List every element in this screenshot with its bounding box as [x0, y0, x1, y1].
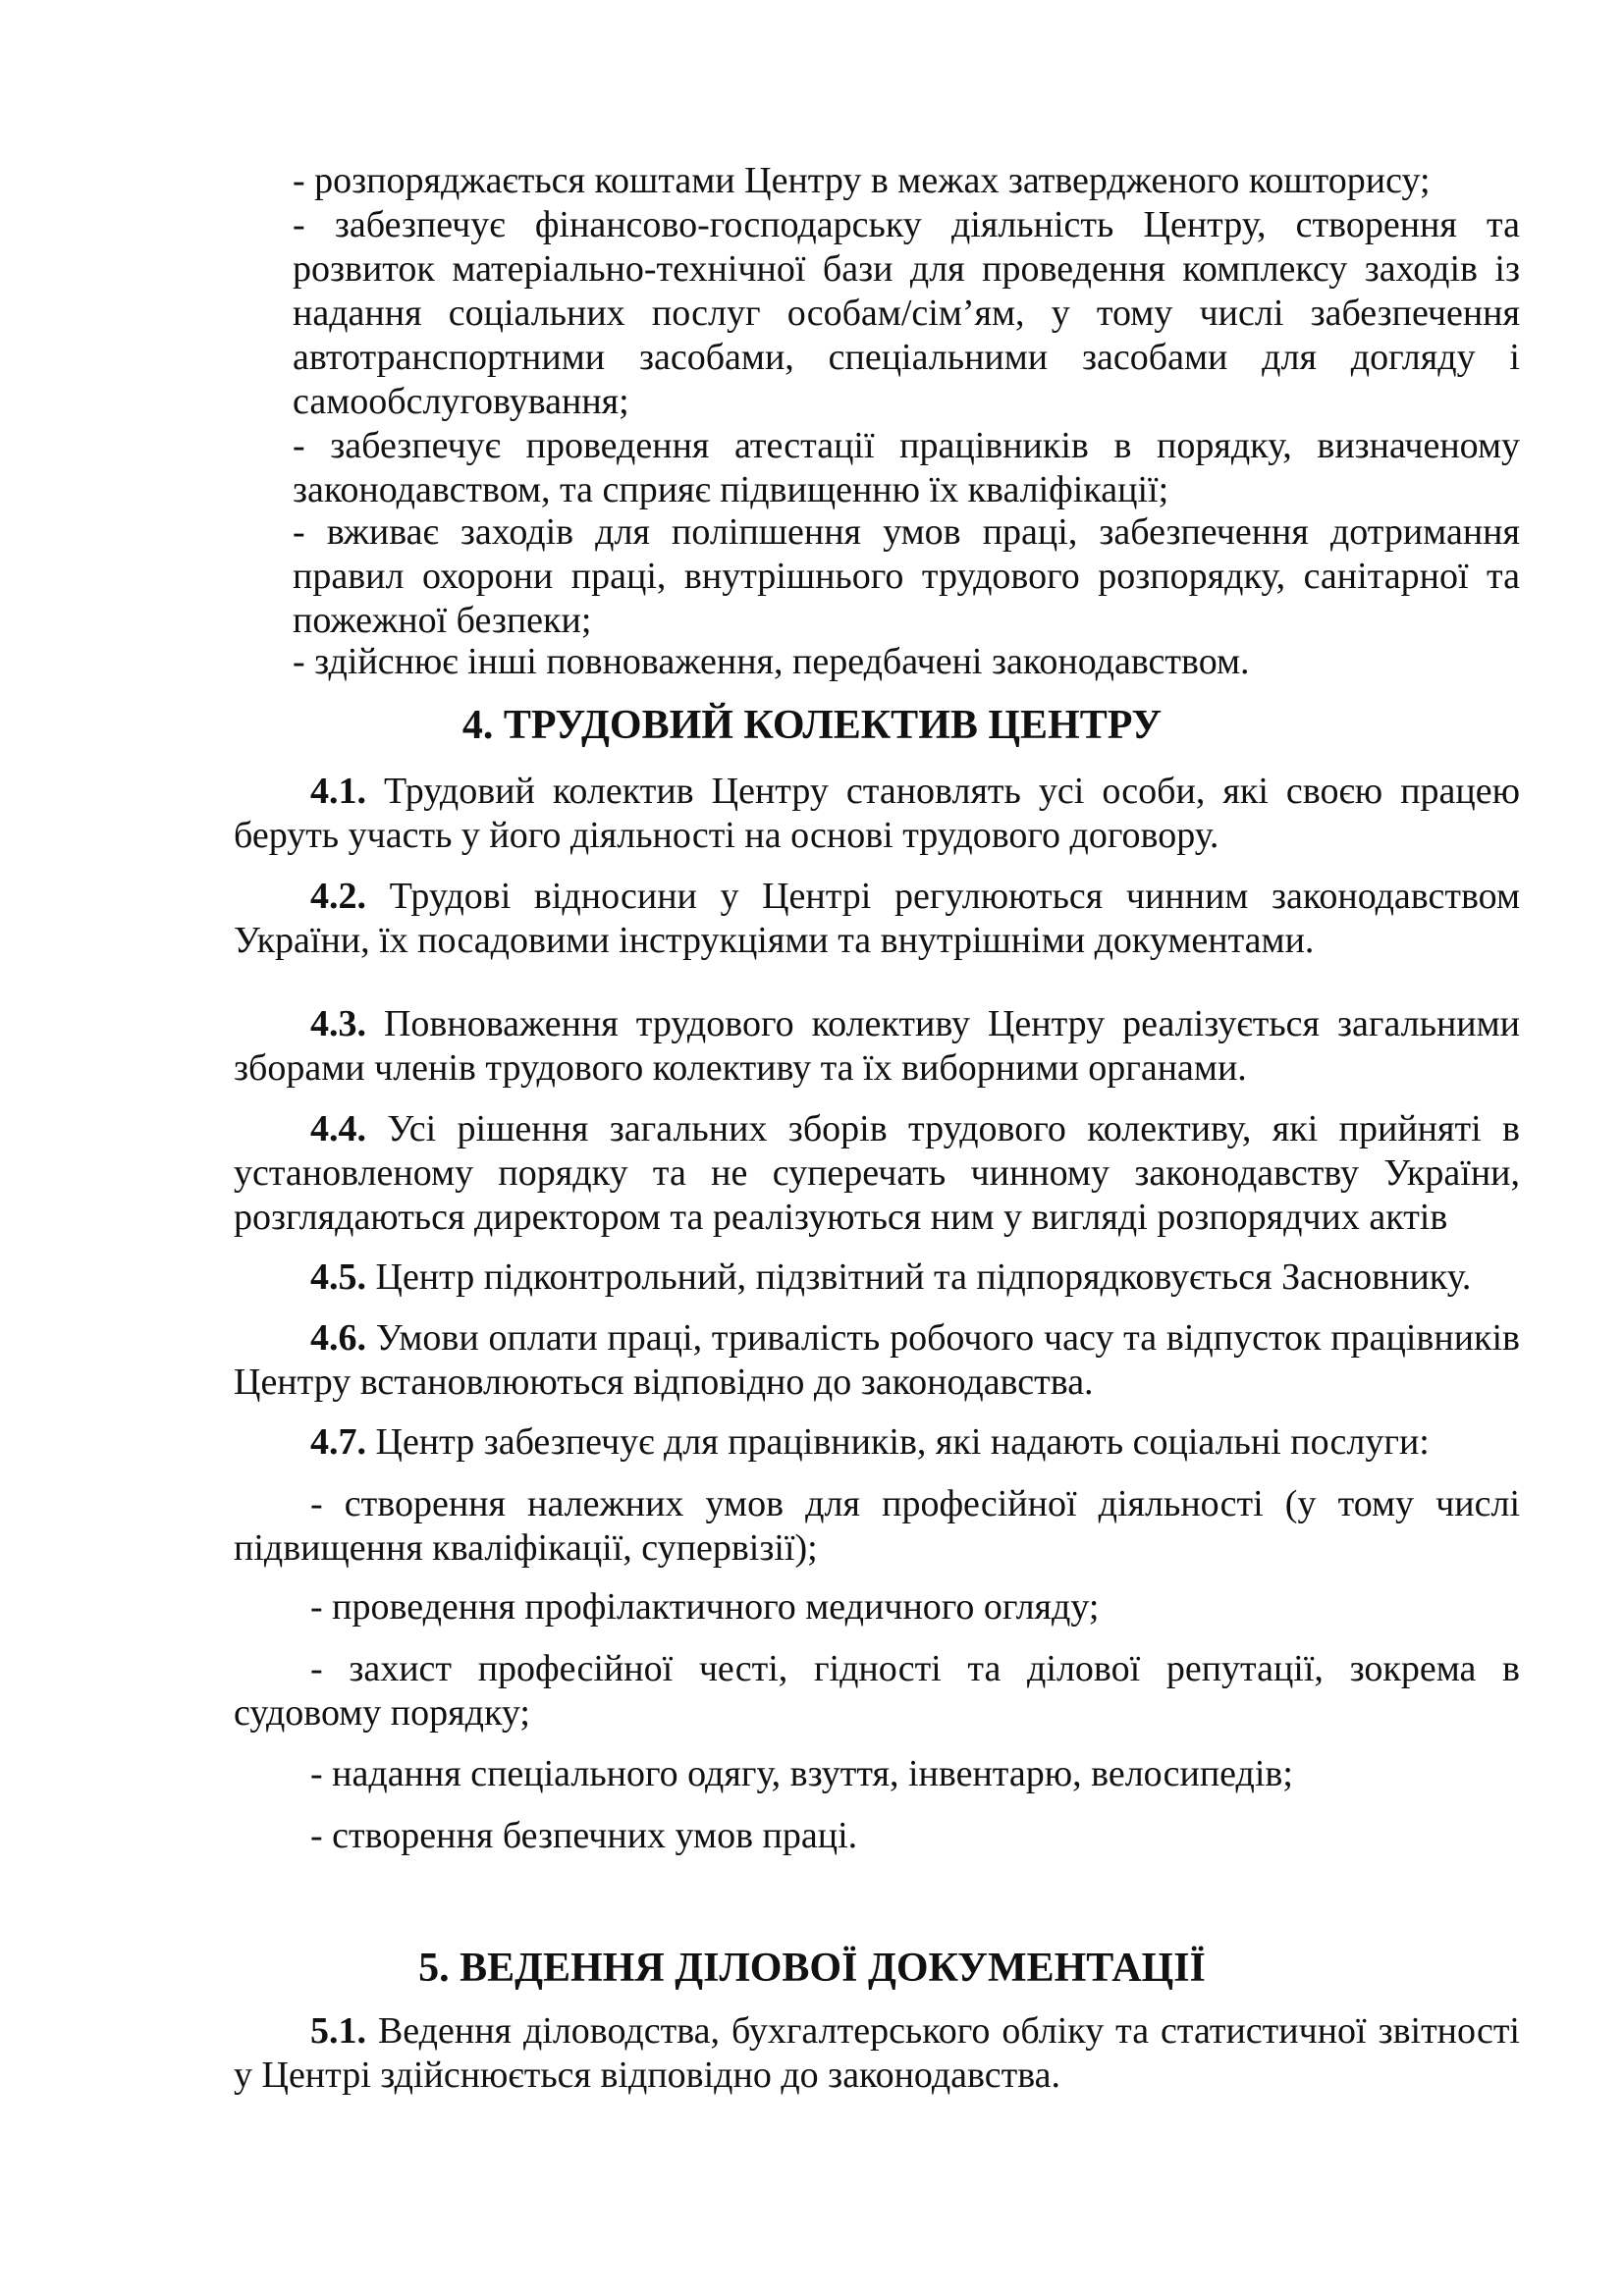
clause-text: Усі рішення загальних зборів трудового колективу, які прийняті в установленому порядку та не суперечать чинному законодавству України, розглядаються директором та реалізуються ним у вигляді розпорядчих актів [234, 1108, 1520, 1238]
list-item: - створення безпечних умов праці. [310, 1815, 858, 1856]
clause-number: 4.7. [310, 1421, 366, 1463]
paragraph-4-2 [234, 875, 1520, 963]
list-item: - надання спеціального одягу, взуття, інвентарю, велосипедів; [310, 1753, 1293, 1794]
clause-number: 5.1. [310, 2010, 366, 2052]
paragraph-4-3 [234, 1002, 1520, 1091]
clause-number: 4.1. [310, 771, 366, 812]
list-item: - здійснює інші повноваження, передбачені законодавством. [293, 641, 1250, 682]
clause-text: Трудові відносини у Центрі регулюються чинним законодавством України, їх посадовими інструкціями та внутрішніми документами. [234, 876, 1520, 961]
clause-text: Ведення діловодства, бухгалтерського обліку та статистичної звітності у Центрі здійснюється відповідно до законодавства. [234, 2010, 1520, 2096]
list-item: - забезпечує проведення атестації працівників в порядку, визначеному законодавством, та сприяє підвищенню їх кваліфікації; [293, 425, 1520, 510]
paragraph-4-7 [234, 1420, 1520, 1465]
paragraph-4-6 [234, 1316, 1520, 1405]
clause-number: 4.2. [310, 876, 366, 917]
section-4-heading: 4. ТРУДОВИЙ КОЛЕКТИВ ЦЕНТРУ [461, 703, 1163, 748]
clause-text: Трудовий колектив Центру становлять усі особи, які своєю працею беруть участь у його діяльності на основі трудового договору. [234, 771, 1520, 856]
clause-number: 4.4. [310, 1108, 366, 1149]
clause-text: Умови оплати праці, тривалість робочого часу та відпусток працівників Центру встановлюються відповідно до законодавства. [234, 1317, 1520, 1403]
section-5-heading: 5. ВЕДЕННЯ ДІЛОВОЇ ДОКУМЕНТАЦІЇ [418, 1946, 1206, 1991]
clause-number: 4.6. [310, 1317, 366, 1359]
paragraph-4-4 [234, 1107, 1520, 1240]
paragraph-4-1 [234, 770, 1520, 858]
list-item: - проведення профілактичного медичного огляду; [310, 1586, 1100, 1628]
clause-text: Повноваження трудового колективу Центру реалізується загальними зборами членів трудового колективу та їх виборними органами. [234, 1003, 1520, 1089]
list-item: - забезпечує фінансово-господарську діяльність Центру, створення та розвиток матеріально-технічної бази для проведення комплексу заходів із надання соціальних послуг особам/сім’ям, у тому числі забезпечення автотранспортними засобами, спеціальними засобами для догляду і самообслуговування; [293, 204, 1520, 422]
list-item: - захист професійної честі, гідності та ділової репутації, зокрема в судовому порядку; [234, 1648, 1520, 1734]
clause-text: Центр забезпечує для працівників, які надають соціальні послуги: [366, 1421, 1430, 1463]
list-item: - вживає заходів для поліпшення умов праці, забезпечення дотримання правил охорони праці, внутрішнього трудового розпорядку, санітарної та пожежної безпеки; [293, 511, 1520, 641]
paragraph-4-5 [234, 1255, 1520, 1300]
clause-number: 4.3. [310, 1003, 366, 1044]
list-item: - розпоряджається коштами Центру в межах затвердженого кошторису; [293, 160, 1431, 201]
list-item: - створення належних умов для професійної діяльності (у тому числі підвищення кваліфікації, супервізії); [234, 1483, 1520, 1569]
paragraph-5-1 [234, 2009, 1520, 2098]
clause-number: 4.5. [310, 1256, 366, 1298]
clause-text: Центр підконтрольний, підзвітний та підпорядковується Засновнику. [366, 1256, 1472, 1298]
